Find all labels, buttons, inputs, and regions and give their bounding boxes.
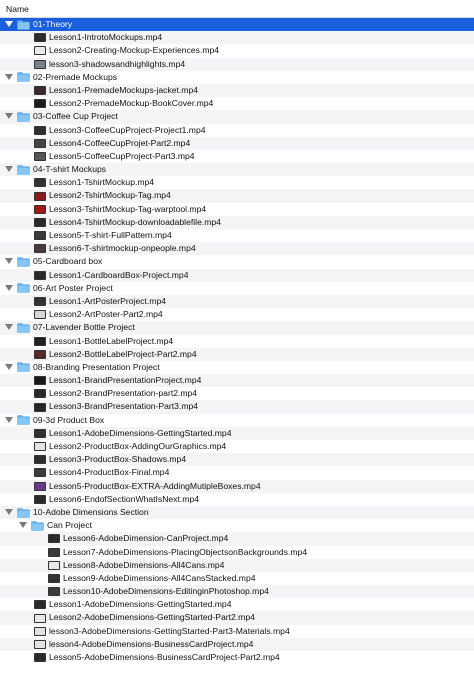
file-row[interactable]	[0, 532, 474, 545]
file-row[interactable]	[0, 295, 474, 308]
folder-icon	[31, 521, 44, 531]
file-row[interactable]	[0, 137, 474, 150]
folder-name: Can Project	[47, 520, 92, 531]
name-column-label: Name	[6, 4, 29, 14]
file-name: Lesson6-AdobeDimension-CanProject.mp4	[63, 533, 229, 544]
file-row[interactable]	[0, 84, 474, 97]
video-thumbnail-icon	[34, 403, 46, 412]
file-name: Lesson1-BottleLabelProject.mp4	[49, 335, 174, 346]
folder-name: 03-Coffee Cup Project	[33, 111, 118, 122]
file-name: Lesson1-CardboardBox-Project.mp4	[49, 269, 189, 280]
file-name: Lesson2-TshirtMockup-Tag.mp4	[49, 190, 171, 201]
file-name: Lesson2-ProductBox-AddingOurGraphics.mp4	[49, 441, 227, 451]
folder-row[interactable]	[0, 18, 474, 31]
video-thumbnail-icon	[34, 627, 46, 636]
folder-icon	[17, 283, 30, 293]
file-name: Lesson1-AdobeDimensions-GettingStarted.mp4	[49, 599, 232, 610]
file-name: Lesson6-T-shirtmockup-onpeople.mp4	[49, 243, 196, 254]
disclosure-triangle-icon[interactable]	[4, 257, 14, 267]
disclosure-triangle-icon[interactable]	[4, 283, 14, 293]
video-thumbnail-icon	[34, 429, 46, 438]
file-name: Lesson4-TshirtMockup-downloadablefile.mp4	[49, 216, 221, 227]
folder-row[interactable]	[0, 163, 474, 176]
file-name: Lesson6-EndofSectionWhatIsNext.mp4	[49, 493, 199, 504]
file-row[interactable]	[0, 335, 474, 348]
file-row[interactable]	[0, 44, 474, 57]
file-name: Lesson2-AdobeDimensions-GettingStarted-Part2.mp4	[49, 612, 255, 623]
disclosure-triangle-icon[interactable]	[4, 20, 14, 30]
file-list	[0, 18, 474, 664]
video-thumbnail-icon	[34, 455, 46, 464]
folder-name: 10-Adobe Dimensions Section	[33, 506, 149, 517]
video-thumbnail-icon	[34, 205, 46, 214]
file-row[interactable]	[0, 269, 474, 282]
folder-name: 02-Premade Mockups	[33, 71, 118, 82]
disclosure-triangle-icon[interactable]	[4, 112, 14, 122]
file-row[interactable]	[0, 598, 474, 611]
video-thumbnail-icon	[34, 60, 46, 69]
disclosure-triangle-icon[interactable]	[4, 323, 14, 333]
folder-row[interactable]	[0, 414, 474, 427]
file-name: Lesson5-CoffeeCupProject-Part3.mp4	[49, 150, 195, 161]
disclosure-triangle-icon[interactable]	[4, 508, 14, 518]
video-thumbnail-icon	[34, 244, 46, 253]
video-thumbnail-icon	[34, 350, 46, 359]
file-row[interactable]	[0, 387, 474, 400]
video-thumbnail-icon	[34, 337, 46, 346]
name-column-header[interactable]	[0, 0, 474, 18]
file-name: lesson4-AdobeDimensions-BusinessCardProject.mp4	[49, 638, 254, 649]
folder-row[interactable]	[0, 506, 474, 519]
folder-name: 01-Theory	[33, 19, 73, 29]
file-name: Lesson4-ProductBox-Final.mp4	[49, 467, 170, 478]
video-thumbnail-icon	[34, 376, 46, 385]
folder-icon	[17, 72, 30, 82]
file-name: Lesson1-ArtPosterProject.mp4	[49, 295, 167, 306]
video-thumbnail-icon	[34, 192, 46, 201]
video-thumbnail-icon	[34, 231, 46, 240]
file-name: Lesson3-BrandPresentation-Part3.mp4	[49, 401, 199, 412]
file-row[interactable]	[0, 427, 474, 440]
video-thumbnail-icon	[34, 46, 46, 55]
video-thumbnail-icon	[34, 99, 46, 108]
file-row[interactable]	[0, 611, 474, 624]
file-row[interactable]	[0, 189, 474, 202]
video-thumbnail-icon	[34, 152, 46, 161]
file-row[interactable]	[0, 651, 474, 664]
file-name: Lesson2-Creating-Mockup-Experiences.mp4	[49, 45, 220, 56]
file-name: Lesson2-BrandPresentation-part2.mp4	[49, 388, 198, 399]
folder-row[interactable]	[0, 255, 474, 268]
video-thumbnail-icon	[34, 468, 46, 477]
file-row[interactable]	[0, 58, 474, 71]
file-name: lesson3-shadowsandhighlights.mp4	[49, 58, 186, 69]
file-name: Lesson8-AdobeDimensions-All4Cans.mp4	[63, 559, 225, 570]
video-thumbnail-icon	[34, 139, 46, 148]
file-name: Lesson1-TshirtMockup.mp4	[49, 177, 155, 188]
file-name: Lesson4-CoffeeCupProjet-Part2.mp4	[49, 137, 191, 148]
file-row[interactable]	[0, 638, 474, 651]
video-thumbnail-icon	[34, 310, 46, 319]
file-name: Lesson7-AdobeDimensions-PlacingObjectsonBackgrounds.mp4	[63, 546, 308, 557]
file-name: Lesson2-ArtPoster-Part2.mp4	[49, 309, 163, 320]
file-row[interactable]	[0, 31, 474, 44]
file-name: Lesson1-AdobeDimensions-GettingStarted.mp4	[49, 427, 232, 438]
video-thumbnail-icon	[34, 389, 46, 398]
folder-row[interactable]	[0, 110, 474, 123]
video-thumbnail-icon	[34, 126, 46, 135]
video-thumbnail-icon	[48, 548, 60, 557]
file-name: Lesson2-PremadeMockup-BookCover.mp4	[49, 98, 214, 109]
video-thumbnail-icon	[48, 534, 60, 543]
folder-name: 09-3d Product Box	[33, 414, 105, 425]
file-row[interactable]	[0, 572, 474, 585]
video-thumbnail-icon	[34, 482, 46, 491]
video-thumbnail-icon	[34, 653, 46, 662]
file-row[interactable]	[0, 453, 474, 466]
disclosure-triangle-icon[interactable]	[4, 362, 14, 372]
file-row[interactable]	[0, 480, 474, 493]
file-name: lesson3-AdobeDimensions-GettingStarted-Part3-Materials.mp4	[49, 625, 290, 636]
file-row[interactable]	[0, 216, 474, 229]
file-row[interactable]	[0, 625, 474, 638]
folder-row[interactable]	[0, 321, 474, 334]
video-thumbnail-icon	[48, 561, 60, 570]
video-thumbnail-icon	[34, 271, 46, 280]
file-name: Lesson3-TshirtMockup-Tag-warptool.mp4	[49, 203, 207, 214]
folder-icon	[17, 323, 30, 333]
folder-icon	[17, 165, 30, 175]
video-thumbnail-icon	[34, 600, 46, 609]
file-row[interactable]	[0, 308, 474, 321]
folder-row[interactable]	[0, 71, 474, 84]
file-row[interactable]	[0, 242, 474, 255]
file-name: Lesson2-BottleLabelProject-Part2.mp4	[49, 348, 197, 359]
folder-name: 07-Lavender Bottle Project	[33, 322, 135, 333]
video-thumbnail-icon	[34, 640, 46, 649]
file-row[interactable]	[0, 229, 474, 242]
file-name: Lesson1-BrandPresentationProject.mp4	[49, 375, 202, 386]
folder-icon	[17, 415, 30, 425]
video-thumbnail-icon	[34, 614, 46, 623]
video-thumbnail-icon	[34, 33, 46, 42]
video-thumbnail-icon	[48, 574, 60, 583]
file-row[interactable]	[0, 400, 474, 413]
folder-icon	[17, 20, 30, 30]
file-name: Lesson1-IntrotoMockups.mp4	[49, 32, 163, 43]
file-name: Lesson5-T-shirt-FullPattern.mp4	[49, 230, 172, 240]
video-thumbnail-icon	[34, 495, 46, 504]
file-row[interactable]	[0, 546, 474, 559]
folder-name: 08-Branding Presentation Project	[33, 361, 160, 372]
disclosure-triangle-icon[interactable]	[4, 72, 14, 82]
file-name: Lesson9-AdobeDimensions-All4CansStacked.mp4	[63, 572, 256, 583]
folder-name: 06-Art Poster Project	[33, 282, 113, 293]
file-row[interactable]	[0, 348, 474, 361]
video-thumbnail-icon	[48, 587, 60, 596]
file-name: Lesson10-AdobeDimensions-EditinginPhotoshop.mp4	[63, 586, 269, 597]
file-row[interactable]	[0, 203, 474, 216]
file-name: Lesson3-ProductBox-Shadows.mp4	[49, 454, 187, 465]
file-name: Lesson3-CoffeeCupProject-Project1.mp4	[49, 124, 206, 135]
file-row[interactable]	[0, 150, 474, 163]
file-row[interactable]	[0, 466, 474, 479]
disclosure-triangle-icon[interactable]	[4, 165, 14, 175]
folder-name: 04-T-shirt Mockups	[33, 164, 107, 175]
video-thumbnail-icon	[34, 178, 46, 187]
video-thumbnail-icon	[34, 297, 46, 306]
folder-row[interactable]	[0, 361, 474, 374]
file-row[interactable]	[0, 440, 474, 453]
folder-icon	[17, 112, 30, 122]
file-row[interactable]	[0, 585, 474, 598]
video-thumbnail-icon	[34, 86, 46, 95]
folder-icon	[17, 257, 30, 267]
file-name: Lesson5-AdobeDimensions-BusinessCardProject-Part2.mp4	[49, 652, 280, 662]
file-row[interactable]	[0, 124, 474, 137]
file-name: Lesson5-ProductBox-EXTRA-AddingMutipleBoxes.mp4	[49, 480, 261, 491]
video-thumbnail-icon	[34, 442, 46, 451]
file-name: Lesson1-PremadeMockups-jacket.mp4	[49, 84, 199, 95]
file-row[interactable]	[0, 559, 474, 572]
folder-row[interactable]	[0, 282, 474, 295]
disclosure-triangle-icon[interactable]	[4, 415, 14, 425]
folder-name: 05-Cardboard box	[33, 256, 103, 267]
video-thumbnail-icon	[34, 218, 46, 227]
file-row[interactable]	[0, 374, 474, 387]
disclosure-triangle-icon[interactable]	[18, 521, 28, 531]
file-row[interactable]	[0, 176, 474, 189]
folder-icon	[17, 508, 30, 518]
file-row[interactable]	[0, 97, 474, 110]
folder-icon	[17, 362, 30, 372]
file-row[interactable]	[0, 493, 474, 506]
folder-row[interactable]	[0, 519, 474, 532]
